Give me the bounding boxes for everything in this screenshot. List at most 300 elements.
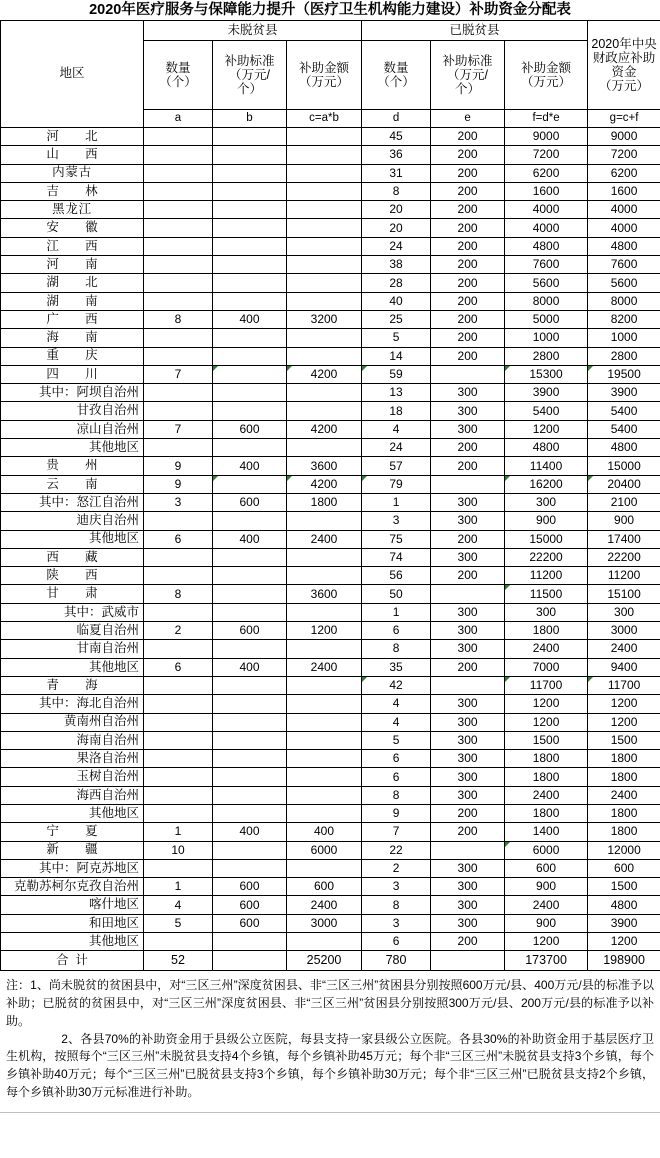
- region-cell: 其他地区: [1, 933, 144, 951]
- table-row: [1, 841, 660, 859]
- cell-g: 4800: [588, 237, 660, 255]
- region-cell: 吉 林: [1, 182, 144, 200]
- cell-e: 200: [431, 933, 505, 951]
- cell-c: [287, 804, 362, 822]
- region-cell: 其中：海北自治州: [1, 695, 144, 713]
- note-2: 2、各县70%的补助资金用于县级公立医院，每县支持一家县级公立医院。各县30%的补助资金用于基层医疗卫生机构，按照每个“三区三州”未脱贫县支持4个乡镇，每个乡镇补助45万元；每个非“三区三州”未脱贫县支持3个乡镇，每个乡镇补助40万元；每个“三区三州”已脱贫县支持3个乡镇，每个乡镇补助30万元；每个非“三区三州”已脱贫县支持2个乡镇，每个乡镇补助30万元标准进行补助。: [6, 1031, 654, 1099]
- cell-d: 24: [362, 237, 431, 255]
- cell-a: 7: [144, 365, 213, 383]
- cell-d: 9: [362, 804, 431, 822]
- header-group-not-lifted: 未脱贫县: [144, 21, 362, 41]
- cell-c: 3200: [287, 310, 362, 328]
- cell-g: 5400: [588, 402, 660, 420]
- cell-g: 9000: [588, 128, 660, 146]
- cell-d: 8: [362, 786, 431, 804]
- cell-b: [213, 128, 287, 146]
- cell-b: [213, 219, 287, 237]
- region-cell: 重 庆: [1, 347, 144, 365]
- region-cell: 内蒙古: [1, 164, 144, 182]
- cell-b: 600: [213, 493, 287, 511]
- cell-g: 11200: [588, 567, 660, 585]
- cell-e: 200: [431, 347, 505, 365]
- cell-e: 200: [431, 292, 505, 310]
- cell-b: 400: [213, 310, 287, 328]
- cell-b: [213, 384, 287, 402]
- cell-d: 31: [362, 164, 431, 182]
- cell-e: 200: [431, 804, 505, 822]
- cell-g: 1200: [588, 933, 660, 951]
- header-central-line4: （万元）: [599, 79, 650, 93]
- header-letter-d: d: [362, 110, 431, 128]
- cell-d: 25: [362, 310, 431, 328]
- cell-f: 1800: [505, 750, 588, 768]
- cell-d: 3: [362, 512, 431, 530]
- cell-d: 6: [362, 768, 431, 786]
- cell-b: [213, 676, 287, 694]
- total-label: 合计: [1, 951, 144, 971]
- cell-f: 300: [505, 493, 588, 511]
- cell-c: 2400: [287, 658, 362, 676]
- cell-b: [213, 804, 287, 822]
- cell-g: 1500: [588, 731, 660, 749]
- header-central-line1: 2020年中央: [591, 37, 657, 51]
- cell-g: 2800: [588, 347, 660, 365]
- cell-f: 1200: [505, 933, 588, 951]
- region-cell: 陕 西: [1, 567, 144, 585]
- cell-f: 600: [505, 859, 588, 877]
- table-row: [1, 256, 660, 274]
- cell-e: 300: [431, 603, 505, 621]
- cell-g: 900: [588, 512, 660, 530]
- table-row: [1, 164, 660, 182]
- table-row: [1, 493, 660, 511]
- cell-d: 79: [362, 475, 431, 493]
- header-l-qty: [362, 41, 431, 110]
- cell-b: [213, 585, 287, 603]
- header-nl-amount-unit: （万元）: [299, 75, 350, 89]
- header-letter-a: a: [144, 110, 213, 128]
- cell-e: 200: [431, 329, 505, 347]
- cell-a: [144, 237, 213, 255]
- cell-c: [287, 182, 362, 200]
- table-head: [1, 21, 660, 128]
- cell-b: [213, 402, 287, 420]
- cell-e: 300: [431, 402, 505, 420]
- cell-b: [213, 274, 287, 292]
- table-row: [1, 676, 660, 694]
- cell-b: 400: [213, 823, 287, 841]
- cell-f: 5400: [505, 402, 588, 420]
- cell-d: 6: [362, 750, 431, 768]
- cell-b: 600: [213, 878, 287, 896]
- cell-e: 200: [431, 457, 505, 475]
- cell-e: [431, 676, 505, 694]
- cell-c: [287, 329, 362, 347]
- header-letter-c: c=a*b: [287, 110, 362, 128]
- cell-c: 3600: [287, 585, 362, 603]
- header-nl-amount-label: 补助金额: [299, 61, 350, 75]
- cell-e: 200: [431, 219, 505, 237]
- header-group-row: [1, 21, 660, 41]
- cell-f: 9000: [505, 128, 588, 146]
- region-cell: 其中：阿克苏地区: [1, 859, 144, 877]
- cell-e: [431, 365, 505, 383]
- cell-a: 1: [144, 878, 213, 896]
- cell-c: [287, 439, 362, 457]
- cell-c: [287, 237, 362, 255]
- table-row: [1, 914, 660, 932]
- cell-e: 300: [431, 384, 505, 402]
- cell-e: [431, 585, 505, 603]
- cell-b: [213, 146, 287, 164]
- cell-b: 600: [213, 622, 287, 640]
- cell-a: 10: [144, 841, 213, 859]
- table-row: [1, 933, 660, 951]
- header-l-standard-label: 补助标准: [442, 54, 493, 68]
- cell-a: [144, 695, 213, 713]
- cell-c: [287, 695, 362, 713]
- cell-b: [213, 256, 287, 274]
- cell-g: 3900: [588, 384, 660, 402]
- cell-c: 1800: [287, 493, 362, 511]
- table-row: [1, 182, 660, 200]
- cell-g: 20400: [588, 475, 660, 493]
- cell-c: [287, 567, 362, 585]
- table-row: [1, 420, 660, 438]
- cell-g: 1200: [588, 695, 660, 713]
- cell-a: 3: [144, 493, 213, 511]
- cell-b: [213, 859, 287, 877]
- table-row: [1, 713, 660, 731]
- cell-f: 4800: [505, 439, 588, 457]
- cell-f: 1200: [505, 695, 588, 713]
- cell-b: [213, 329, 287, 347]
- cell-g: 7600: [588, 256, 660, 274]
- header-l-amount-unit: （万元）: [521, 75, 572, 89]
- cell-g: 8000: [588, 292, 660, 310]
- cell-d: 18: [362, 402, 431, 420]
- cell-e: 200: [431, 237, 505, 255]
- cell-g: 4800: [588, 896, 660, 914]
- cell-f: 8000: [505, 292, 588, 310]
- cell-d: 8: [362, 640, 431, 658]
- cell-a: [144, 750, 213, 768]
- table-row: [1, 384, 660, 402]
- cell-b: [213, 182, 287, 200]
- cell-e: 300: [431, 768, 505, 786]
- region-cell: 凉山自治州: [1, 420, 144, 438]
- cell-f: 11700: [505, 676, 588, 694]
- cell-c: [287, 219, 362, 237]
- table-row: [1, 585, 660, 603]
- cell-d: 36: [362, 146, 431, 164]
- cell-a: 2: [144, 622, 213, 640]
- cell-d: 5: [362, 329, 431, 347]
- cell-e: 200: [431, 310, 505, 328]
- cell-c: [287, 713, 362, 731]
- cell-d: 2: [362, 859, 431, 877]
- cell-f: 900: [505, 878, 588, 896]
- region-cell: 江 西: [1, 237, 144, 255]
- cell-d: 4: [362, 713, 431, 731]
- header-letter-e: e: [431, 110, 505, 128]
- cell-g: 1800: [588, 768, 660, 786]
- table-row: [1, 146, 660, 164]
- cell-a: [144, 347, 213, 365]
- region-cell: 海南自治州: [1, 731, 144, 749]
- region-cell: 果洛自治州: [1, 750, 144, 768]
- cell-e: [431, 841, 505, 859]
- cell-g: 1200: [588, 713, 660, 731]
- header-nl-standard: [213, 41, 287, 110]
- cell-f: 7000: [505, 658, 588, 676]
- cell-b: [213, 695, 287, 713]
- cell-f: 1200: [505, 713, 588, 731]
- cell-a: [144, 859, 213, 877]
- cell-a: [144, 146, 213, 164]
- region-cell: 青 海: [1, 676, 144, 694]
- region-cell: 玉树自治州: [1, 768, 144, 786]
- cell-g: 2400: [588, 640, 660, 658]
- cell-a: [144, 164, 213, 182]
- table-row: [1, 439, 660, 457]
- cell-g: 1000: [588, 329, 660, 347]
- header-nl-standard-unit1: （万元/: [229, 68, 270, 82]
- cell-e: 300: [431, 640, 505, 658]
- cell-g: 11700: [588, 676, 660, 694]
- header-nl-qty: [144, 41, 213, 110]
- cell-a: [144, 384, 213, 402]
- cell-b: 400: [213, 658, 287, 676]
- cell-d: 38: [362, 256, 431, 274]
- cell-e: 300: [431, 622, 505, 640]
- table-row: [1, 219, 660, 237]
- region-cell: 甘 肃: [1, 585, 144, 603]
- cell-e: 200: [431, 658, 505, 676]
- cell-a: [144, 274, 213, 292]
- header-l-qty-unit: （个）: [377, 75, 415, 89]
- cell-d: 3: [362, 878, 431, 896]
- cell-c: [287, 768, 362, 786]
- cell-g: 19500: [588, 365, 660, 383]
- region-cell: 黄南州自治州: [1, 713, 144, 731]
- cell-c: 1200: [287, 622, 362, 640]
- header-l-standard-unit1: （万元/: [447, 68, 489, 82]
- table-row: [1, 475, 660, 493]
- cell-a: [144, 713, 213, 731]
- cell-b: [213, 786, 287, 804]
- region-cell: 湖 南: [1, 292, 144, 310]
- cell-g: 9400: [588, 658, 660, 676]
- region-cell: 西 藏: [1, 548, 144, 566]
- cell-d: 5: [362, 731, 431, 749]
- cell-f: 5000: [505, 310, 588, 328]
- cell-c: 3000: [287, 914, 362, 932]
- cell-e: [431, 475, 505, 493]
- table-row: [1, 347, 660, 365]
- region-cell: 新 疆: [1, 841, 144, 859]
- cell-c: [287, 128, 362, 146]
- cell-f: 11200: [505, 567, 588, 585]
- cell-c: [287, 201, 362, 219]
- cell-b: 600: [213, 896, 287, 914]
- header-nl-qty-unit: （个）: [159, 75, 197, 89]
- cell-c: 4200: [287, 420, 362, 438]
- cell-e: 200: [431, 439, 505, 457]
- table-row: [1, 128, 660, 146]
- cell-a: [144, 512, 213, 530]
- table-row: [1, 695, 660, 713]
- region-cell: 其他地区: [1, 658, 144, 676]
- cell-g: 15000: [588, 457, 660, 475]
- cell-f: 1500: [505, 731, 588, 749]
- cell-a: [144, 182, 213, 200]
- cell-e: 300: [431, 695, 505, 713]
- region-cell: 临夏自治州: [1, 622, 144, 640]
- cell-c: 4200: [287, 475, 362, 493]
- table-row: [1, 823, 660, 841]
- cell-c: 2400: [287, 896, 362, 914]
- cell-g: 1800: [588, 823, 660, 841]
- cell-f: 11500: [505, 585, 588, 603]
- table-row: [1, 896, 660, 914]
- cell-e: 200: [431, 530, 505, 548]
- cell-d: 40: [362, 292, 431, 310]
- cell-c: [287, 786, 362, 804]
- footer-divider: [0, 1112, 660, 1113]
- cell-f: 6000: [505, 841, 588, 859]
- cell-b: [213, 841, 287, 859]
- table-row: [1, 786, 660, 804]
- table-row: [1, 640, 660, 658]
- cell-c: [287, 256, 362, 274]
- cell-c: [287, 512, 362, 530]
- header-letter-b: b: [213, 110, 287, 128]
- header-letter-g: g=c+f: [588, 110, 660, 128]
- cell-f: 4800: [505, 237, 588, 255]
- cell-d: 45: [362, 128, 431, 146]
- region-cell: 甘孜自治州: [1, 402, 144, 420]
- cell-e: 300: [431, 859, 505, 877]
- cell-e: 200: [431, 164, 505, 182]
- total-d: 780: [362, 951, 431, 971]
- header-l-qty-label: 数量: [383, 61, 409, 75]
- region-cell: 克勒苏柯尔克孜自治州: [1, 878, 144, 896]
- cell-g: 1600: [588, 182, 660, 200]
- region-cell: 迪庆自治州: [1, 512, 144, 530]
- cell-a: [144, 402, 213, 420]
- cell-b: [213, 731, 287, 749]
- header-letter-f: f=d*e: [505, 110, 588, 128]
- cell-f: 900: [505, 512, 588, 530]
- cell-a: [144, 219, 213, 237]
- cell-a: [144, 256, 213, 274]
- cell-g: 600: [588, 859, 660, 877]
- header-nl-standard-unit2: 个）: [236, 82, 262, 96]
- total-e: [431, 951, 505, 971]
- cell-e: 300: [431, 548, 505, 566]
- cell-c: [287, 731, 362, 749]
- cell-c: 3600: [287, 457, 362, 475]
- cell-b: 600: [213, 420, 287, 438]
- region-cell: 甘南自治州: [1, 640, 144, 658]
- cell-d: 74: [362, 548, 431, 566]
- cell-b: [213, 512, 287, 530]
- table-row: [1, 567, 660, 585]
- cell-g: 4000: [588, 219, 660, 237]
- cell-f: 1600: [505, 182, 588, 200]
- cell-g: 300: [588, 603, 660, 621]
- table-row: [1, 530, 660, 548]
- cell-f: 1000: [505, 329, 588, 347]
- cell-d: 20: [362, 201, 431, 219]
- cell-b: [213, 439, 287, 457]
- table-row: [1, 402, 660, 420]
- cell-c: [287, 292, 362, 310]
- cell-c: [287, 274, 362, 292]
- table-row: [1, 750, 660, 768]
- cell-f: 900: [505, 914, 588, 932]
- header-group-lifted: 已脱贫县: [362, 21, 588, 41]
- cell-b: [213, 603, 287, 621]
- cell-d: 13: [362, 384, 431, 402]
- notes-section: [0, 971, 660, 1101]
- cell-a: [144, 439, 213, 457]
- cell-a: [144, 548, 213, 566]
- region-cell: 喀什地区: [1, 896, 144, 914]
- cell-f: 3900: [505, 384, 588, 402]
- region-cell: 宁 夏: [1, 823, 144, 841]
- total-b: [213, 951, 287, 971]
- cell-a: 8: [144, 310, 213, 328]
- cell-e: 300: [431, 914, 505, 932]
- cell-g: 2100: [588, 493, 660, 511]
- cell-b: [213, 768, 287, 786]
- cell-b: [213, 640, 287, 658]
- cell-c: 600: [287, 878, 362, 896]
- cell-a: 4: [144, 896, 213, 914]
- cell-f: 2800: [505, 347, 588, 365]
- region-cell: 广 西: [1, 310, 144, 328]
- region-cell: 海西自治州: [1, 786, 144, 804]
- cell-f: 7600: [505, 256, 588, 274]
- cell-d: 8: [362, 182, 431, 200]
- table-row: [1, 548, 660, 566]
- cell-g: 1500: [588, 878, 660, 896]
- cell-e: 200: [431, 256, 505, 274]
- region-cell: 山 西: [1, 146, 144, 164]
- region-cell: 海 南: [1, 329, 144, 347]
- cell-f: 1800: [505, 622, 588, 640]
- table-row: [1, 878, 660, 896]
- cell-d: 75: [362, 530, 431, 548]
- cell-g: 7200: [588, 146, 660, 164]
- cell-d: 42: [362, 676, 431, 694]
- cell-c: [287, 347, 362, 365]
- cell-e: 300: [431, 896, 505, 914]
- cell-d: 4: [362, 695, 431, 713]
- cell-f: 22200: [505, 548, 588, 566]
- cell-f: 4000: [505, 219, 588, 237]
- allocation-table: [0, 20, 660, 971]
- cell-b: [213, 713, 287, 731]
- cell-e: 300: [431, 713, 505, 731]
- page-title: 2020年医疗服务与保障能力提升（医疗卫生机构能力建设）补助资金分配表: [89, 2, 571, 18]
- header-central-subsidy: [588, 21, 660, 110]
- region-cell: 黑龙江: [1, 201, 144, 219]
- cell-a: [144, 731, 213, 749]
- cell-g: 6200: [588, 164, 660, 182]
